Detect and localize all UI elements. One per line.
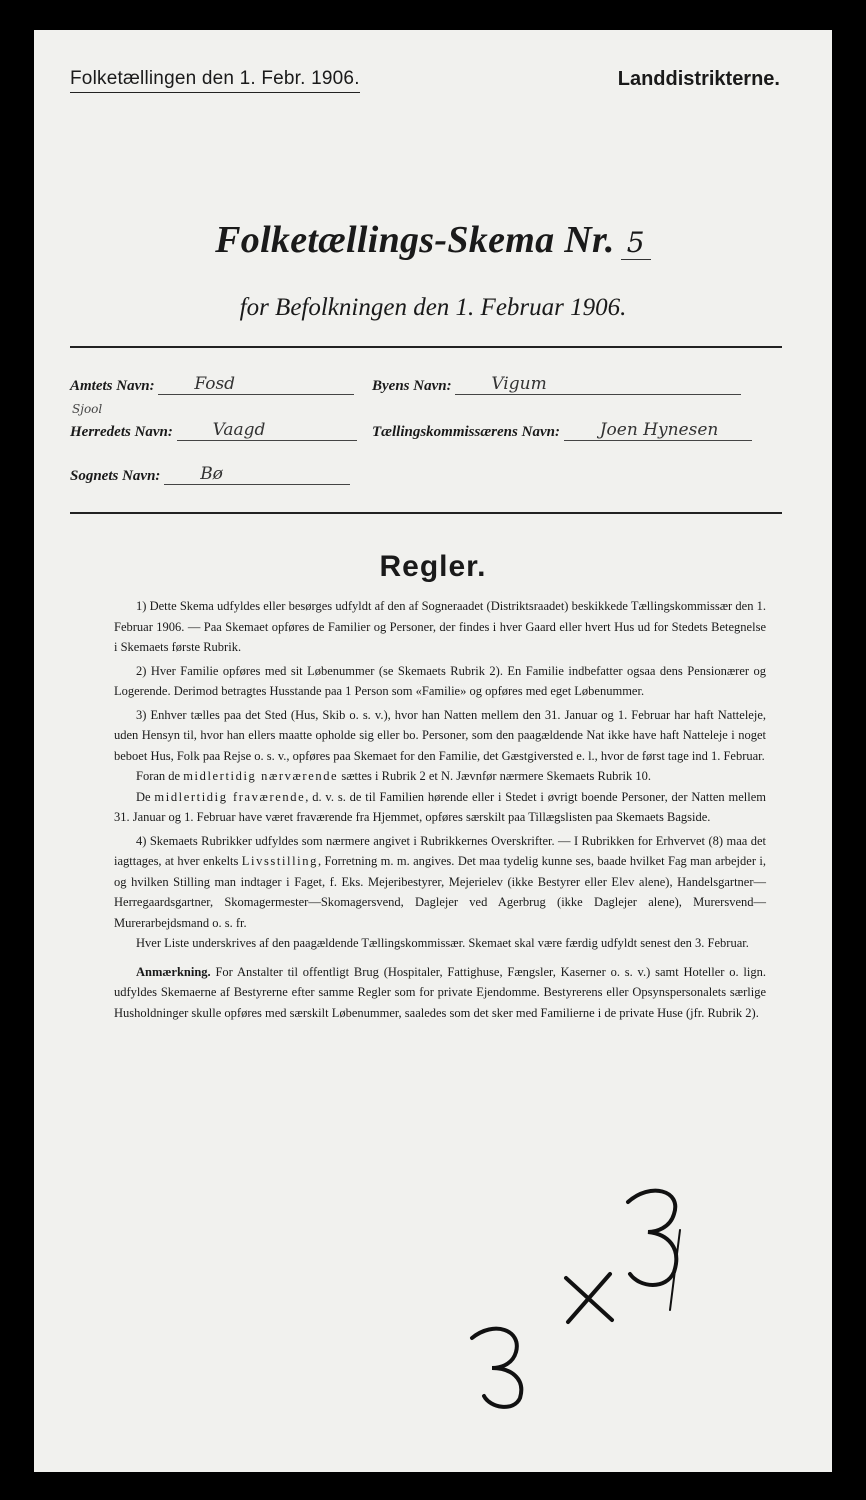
district-type-header: Landdistrikterne. <box>617 68 780 90</box>
rule-3-absent-spaced: midlertidig fraværende <box>154 789 306 804</box>
kommissaer-field <box>372 420 752 441</box>
rule-3-present <box>114 766 766 787</box>
census-form-page <box>34 30 832 1472</box>
hand-times <box>566 1274 612 1322</box>
form-title-text: Folketællings-Skema Nr. <box>215 219 615 261</box>
amt-value: Fosd <box>158 374 354 395</box>
hand-digit-left <box>472 1329 521 1407</box>
form-subtitle: for Befolkningen den 1. Februar 1906. <box>239 294 627 321</box>
rule-3-absent-post: , d. v. s. de til Familien hørende eller i Stedet i øvrigt boende Personer, der Natten mellem 31. Januar og 1. Februar have været fraværende fra Hjemmet, opføres særskilt paa Tillægslisten paa Skemaets Bagside. <box>114 789 766 824</box>
rule-4 <box>114 831 766 934</box>
census-header: Folketællingen den 1. Febr. 1906. <box>70 68 360 93</box>
hand-digit-right <box>628 1191 676 1285</box>
amt-field <box>70 374 354 395</box>
rule-3-present-spaced: midlertidig nærværende <box>183 769 339 783</box>
sogn-field <box>70 464 350 485</box>
rule-3: 3) Enhver tælles paa det Sted (Hus, Skib o. s. v.), hvor han Natten mellem den 31. Januar og 1. Februar har haft Natteleje, uden Hensyn til, hvor han ellers maatte opholde sig eller bo. Personer, som den paagældende Nat ikke have haft Natteleje i noget beboet Hus, Folk paa Rejse o. s. v., opføres paa Skemaet for den Familie, det Gæstgiversted e. l., hvor de først tage ind 1. Februar. <box>114 707 766 763</box>
by-label: Byens Navn: <box>372 378 452 394</box>
rule-3-absent <box>114 787 766 828</box>
rules-heading: Regler. <box>379 550 487 583</box>
sogn-value: Bø <box>164 464 350 485</box>
herred-label: Herredets Navn: <box>70 424 173 440</box>
rule-3-present-pre: Foran de <box>136 769 184 783</box>
note-label: Anmærkning. <box>136 964 211 979</box>
rule-4-post: , Forretning m. m. angives. Det maa tydelig kunne ses, baade hvilket Fag man arbejder i, og hvilken Stilling man indtager i Faget, f. Eks. Mejeribestyrer, Mejerielev (ikke Bestyrer eller Elev alene), Handelsgartner—Herregaardsgartner, Skomagermester—Skomagersvend, Daglejer ved Agerbrug (ikke Daglejer alene), Murersvend—Murerarbejdsmand o. s. fr. <box>114 854 766 930</box>
rule-4-pre: 4) Skemaets Rubrikker udfyldes som nærmere angivet i Rubrikkernes Overskrifter. — I Rubrikken for Erhvervet (8) maa det iagttages, at hver enkelts <box>114 833 766 868</box>
herred-value: Vaagd <box>177 420 357 441</box>
rule-2: 2) Hver Familie opføres med sit Løbenummer (se Skemaets Rubrik 2). En Familie indbefatter ogsaa dens Pensionærer og Logerende. Derimod betragtes Husstande paa 1 Person som «Familie» og opføres med eget Løbenummer. <box>114 663 766 698</box>
form-number: 5 <box>621 226 651 260</box>
by-field <box>372 374 741 395</box>
sogn-label: Sognets Navn: <box>70 468 161 484</box>
kommissaer-label: Tællingskommissærens Navn: <box>372 424 560 440</box>
rules-note <box>114 962 766 1024</box>
handwritten-mark <box>444 1170 704 1410</box>
rule-3-present-post: sættes i Rubrik 2 et N. Jævnfør nærmere Skemaets Rubrik 10. <box>338 769 652 783</box>
form-title <box>34 218 832 262</box>
divider-top <box>70 346 782 348</box>
herred-field <box>70 420 357 441</box>
rule-5: Hver Liste underskrives af den paagældende Tællingskommissær. Skemaet skal være færdig udfyldt senest den 3. Februar. <box>136 936 749 950</box>
note-text: For Anstalter til offentligt Brug (Hospitaler, Fattighuse, Fængsler, Kaserner o. s. v.) samt Hoteller o. lign. udfyldes Skemaerne af Bestyrerne efter samme Regler som for private Ejendomme. Bestyrerens eller Opsynspersonalets særlige Husholdninger skulle opføres med særskilt Løbenummer, saaledes som det sker med Familierne i de private Huse (jfr. Rubrik 2). <box>114 964 766 1020</box>
rule-1: 1) Dette Skema udfyldes eller besørges udfyldt af den af Sogneraadet (Distriktsraadet) beskikkede Tællingskommissær den 1. Februar 1906. — Paa Skemaet opføres de Familier og Personer, der findes i hver Gaard eller hvert Hus ud for Stedets Betegnelse i Skemaets første Rubrik. <box>114 599 766 654</box>
rule-4-spaced: Livsstilling <box>241 854 318 868</box>
rules-body <box>114 596 766 1026</box>
by-value: Vigum <box>455 374 741 395</box>
amt-label: Amtets Navn: <box>70 378 155 394</box>
herred-margin-note: Sjool <box>72 402 103 416</box>
divider-bottom <box>70 512 782 514</box>
kommissaer-value: Joen Hynesen <box>564 420 752 441</box>
rule-3-absent-pre: De <box>136 789 155 804</box>
